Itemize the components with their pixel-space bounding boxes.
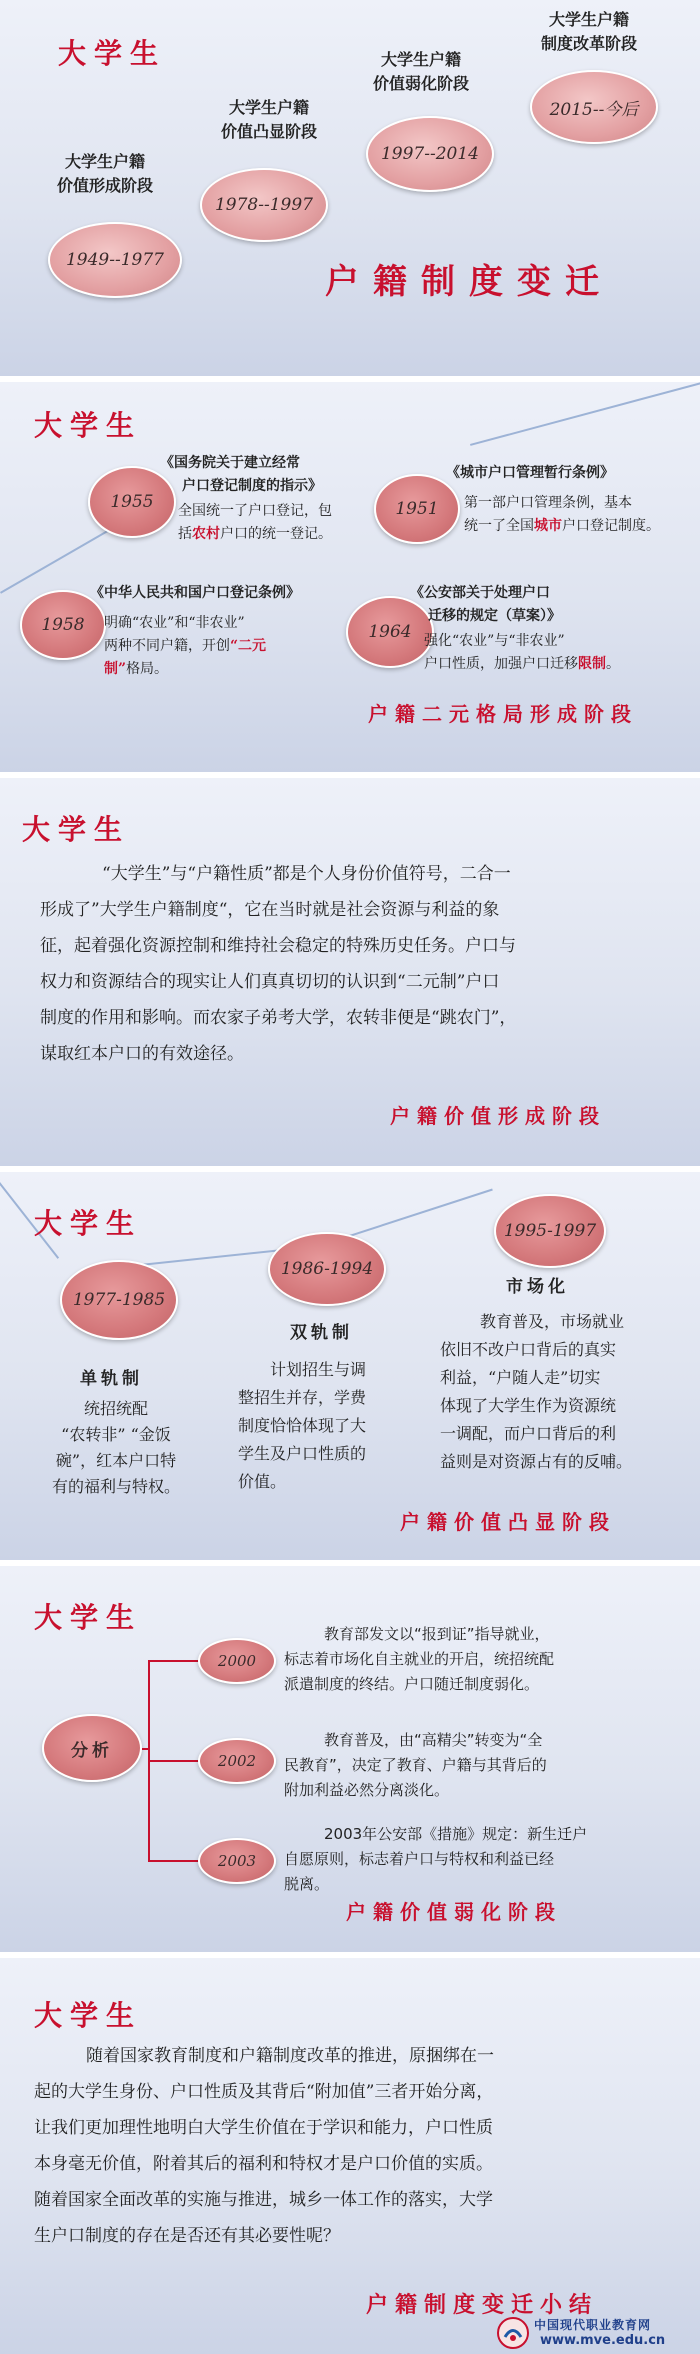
analysis-text-2000: 教育部发文以“报到证”指导就业， 标志着市场化自主就业的开启，统招统配 派遣制度的终结。户口随迁制度弱化。 <box>284 1625 555 1693</box>
stage-title: 户籍价值形成阶段 <box>390 1104 606 1128</box>
slide-summary <box>0 1958 700 2354</box>
slide-value-formation <box>0 778 700 1166</box>
year-oval-2000: 2000 <box>198 1638 276 1684</box>
system-desc-2: 计划招生与调 整招生并存，学费 制度恰恰体现了大 学生及户口性质的 价值。 <box>238 1360 367 1491</box>
system-name-1: 单轨制 <box>80 1369 143 1389</box>
period-oval-2: 1978--1997 <box>200 168 328 242</box>
watermark-cn: 中国现代职业教育网 <box>534 2318 652 2332</box>
brand-label: 大学生 <box>34 1207 143 1240</box>
brand-label: 大学生 <box>34 409 143 442</box>
period-oval-1977: 1977-1985 <box>60 1260 178 1340</box>
stage-title: 户籍价值弱化阶段 <box>346 1900 562 1924</box>
slide-overview <box>0 0 700 376</box>
stage-label-1: 大学生户籍 价值形成阶段 <box>56 152 153 195</box>
year-oval-2002: 2002 <box>198 1738 276 1784</box>
doc-title-1958: 《中华人民共和国户口登记条例》 <box>90 585 300 601</box>
stage-label-3: 大学生户籍 价值弱化阶段 <box>372 50 469 93</box>
slide-value-prominence <box>0 1172 700 1560</box>
bracket-arm <box>148 1860 200 1862</box>
stage-title: 户籍二元格局形成阶段 <box>368 702 638 726</box>
system-name-2: 双轨制 <box>290 1323 353 1343</box>
bracket-arm <box>142 1748 150 1750</box>
stage-label-4: 大学生户籍 制度改革阶段 <box>540 10 637 53</box>
watermark-url: www.mve.edu.cn <box>540 2333 666 2348</box>
bracket-arm <box>148 1660 200 1662</box>
period-oval-1995: 1995-1997 <box>494 1194 606 1268</box>
period-oval-4: 2015--今后 <box>530 70 658 144</box>
system-name-3: 市场化 <box>506 1277 569 1297</box>
analysis-text-2003: 2003年公安部《措施》规定：新生迁户 自愿原则，标志着户口与特权和利益已经 脱离。 <box>284 1825 588 1893</box>
connector-line <box>470 382 700 445</box>
stage-title: 户籍价值凸显阶段 <box>400 1510 616 1534</box>
overview-title: 户籍制度变迁 <box>325 262 613 302</box>
connector-line <box>340 1189 493 1240</box>
brand-label: 大学生 <box>22 813 131 846</box>
doc-title-1955: 《国务院关于建立经常 户口登记制度的指示》 <box>160 455 322 494</box>
doc-text-1951: 第一部户口管理条例，基本 统一了全国城市户口登记制度。 <box>464 495 660 534</box>
year-oval-1951: 1951 <box>374 474 460 544</box>
doc-title-1951: 《城市户口管理暂行条例》 <box>446 465 614 481</box>
year-oval-1964: 1964 <box>346 596 434 668</box>
watermark <box>496 2316 696 2352</box>
watermark-logo-icon <box>496 2316 530 2350</box>
doc-text-1964: 强化“农业”与“非农业” 户口性质，加强户口迁移限制。 <box>424 633 620 672</box>
summary-paragraph: 随着国家教育制度和户籍制度改革的推进，原捆绑在一 起的大学生身份、户口性质及其背后“附加值”三者开始分离， 让我们更加理性地明白大学生价值在于学识和能力，户口性质 本身毫无价值，附着其后的福利和特权才是户口价值的实质。 随着国家全面改革的实施与推进，城乡一体工作的落实，大学 生户口制度的存在是否还有其必要性呢？ <box>34 2046 494 2246</box>
system-desc-3: 教育普及，市场就业 依旧不改户口背后的真实 利益，“户随人走”切实 体现了大学生作为资源统 一调配，而户口背后的利 益则是对资源占有的反哺。 <box>440 1312 633 1471</box>
slide-dual-structure <box>0 382 700 772</box>
analysis-oval: 分析 <box>42 1714 142 1782</box>
formation-paragraph: “大学生”与“户籍性质”都是个人身份价值符号，二合一 形成了”大学生户籍制度“，它在当时就是社会资源与利益的象 征，起着强化资源控制和维持社会稳定的特殊历史任务。户口与 权力和资源结合的现实让人们真真切切的认识到“二元制”户口 制度的作用和影响。而农家子弟考大学，农转非便是“跳农门”， 谋取红本户口的有效途径。 <box>40 864 517 1064</box>
doc-text-1958: 明确“农业”和“非农业” 两种不同户籍，开创“二元 制”格局。 <box>104 615 267 677</box>
stage-label-2: 大学生户籍 价值凸显阶段 <box>220 98 317 141</box>
bracket-arm <box>148 1760 200 1762</box>
year-oval-1958: 1958 <box>20 590 106 660</box>
slide-value-weakening <box>0 1566 700 1952</box>
stage-title: 户籍制度变迁小结 <box>366 2292 599 2318</box>
doc-text-1955: 全国统一了户口登记，包 括农村户口的统一登记。 <box>178 503 332 542</box>
system-desc-1: 统招统配 “农转非” “金饭 碗”，红本户口特 有的福利与特权。 <box>51 1399 180 1496</box>
brand-label: 大学生 <box>58 37 167 70</box>
period-oval-3: 1997--2014 <box>366 116 494 192</box>
period-oval-1: 1949--1977 <box>48 222 182 298</box>
year-oval-1955: 1955 <box>88 466 176 538</box>
period-oval-1986: 1986-1994 <box>268 1232 386 1306</box>
analysis-text-2002: 教育普及，由“高精尖”转变为“全 民教育”，决定了教育、户籍与其背后的 附加利益必然分离淡化。 <box>284 1731 547 1799</box>
brand-label: 大学生 <box>34 1601 143 1634</box>
year-oval-2003: 2003 <box>198 1838 276 1884</box>
brand-label: 大学生 <box>34 1999 143 2032</box>
doc-title-1964: 《公安部关于处理户口 迁移的规定（草案）》 <box>410 585 561 624</box>
